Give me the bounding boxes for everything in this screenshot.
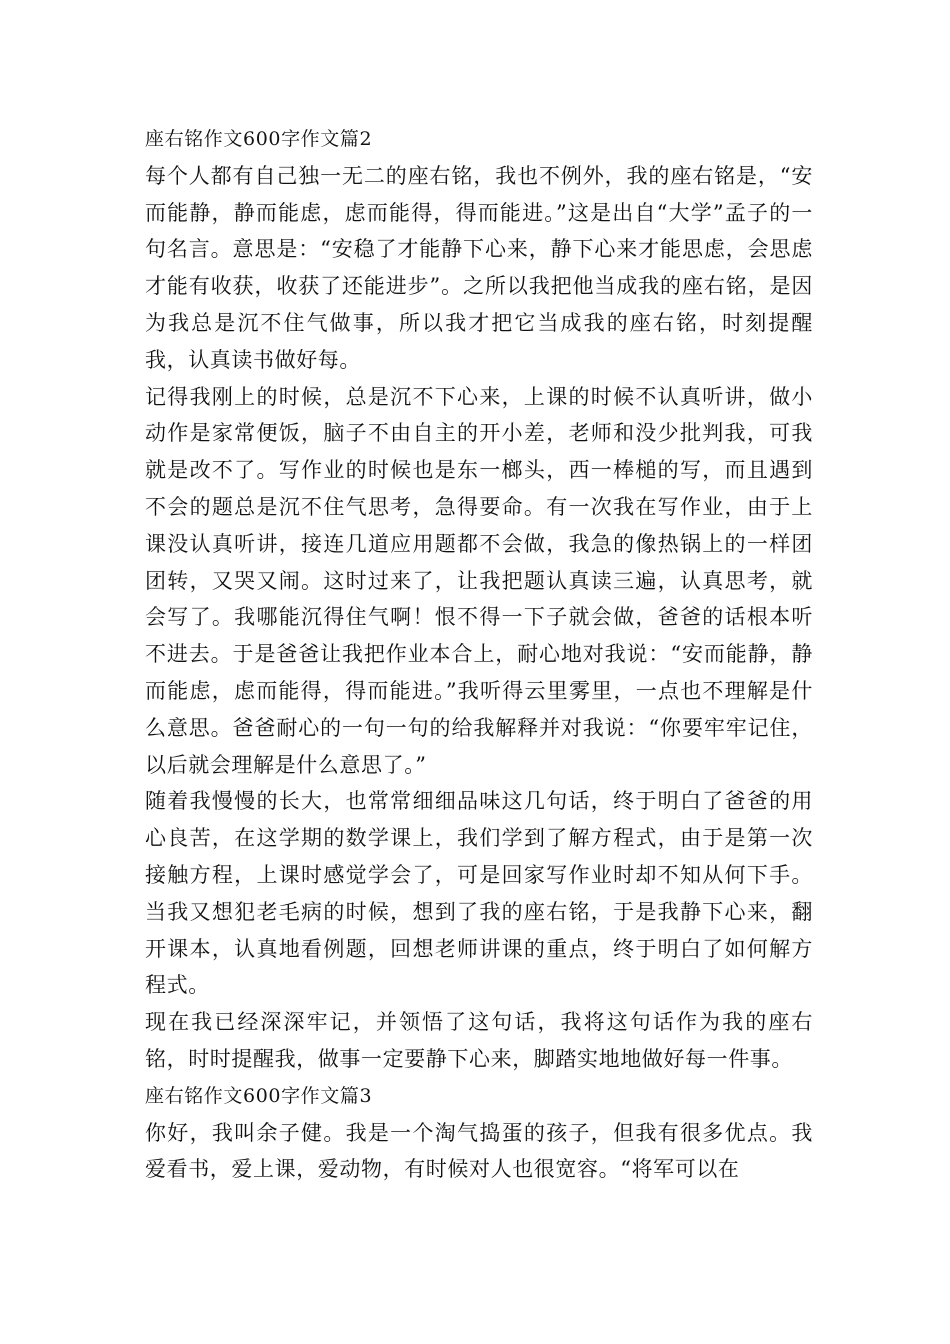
paragraph: 随着我慢慢的长大，也常常细细品味这几句话，终于明白了爸爸的用心良苦，在这学期的数学课上，我们学到了解方程式，由于是第一次接触方程，上课时感觉学会了，可是回家写作业时却不知从何下手。当我又想犯老毛病的时候，想到了我的座右铭，于是我静下心来，翻开课本，认真地看例题，回想老师讲课的重点，终于明白了如何解方程式。: [145, 789, 813, 998]
paragraph: 现在我已经深深牢记，并领悟了这句话，我将这句话作为我的座右铭，时时提醒我，做事一定要静下心来，脚踏实地地做好每一件事。: [145, 1010, 813, 1071]
paragraph: 记得我刚上的时候，总是沉不下心来，上课的时候不认真听讲，做小动作是家常便饭，脑子不由自主的开小差，老师和没少批判我，可我就是改不了。写作业的时候也是东一榔头，西一棒槌的写，而且遇到不会的题总是沉不住气思考，急得要命。有一次我在写作业，由于上课没认真听讲，接连几道应用题都不会做，我急的像热锅上的一样团团转，又哭又闹。这时过来了，让我把题认真读三遍，认真思考，就会写了。我哪能沉得住气啊！恨不得一下子就会做，爸爸的话根本听不进去。于是爸爸让我把作业本合上，耐心地对我说：“安而能静，静而能虑，虑而能得，得而能进。”我听得云里雾里，一点也不理解是什么意思。爸爸耐心的一句一句的给我解释并对我说：“你要牢牢记住，以后就会理解是什么意思了。”: [145, 384, 813, 777]
section-title-3: 座右铭作文600字作文篇3: [145, 1084, 373, 1107]
document-page: [145, 121, 813, 1188]
paragraph: 你好，我叫余子健。我是一个淘气捣蛋的孩子，但我有很多优点。我爱看书，爱上课，爱动物，有时候对人也很宽容。“将军可以在: [145, 1120, 813, 1182]
section-title-2: 座右铭作文600字作文篇2: [145, 128, 373, 150]
paragraph: 每个人都有自己独一无二的座右铭，我也不例外，我的座右铭是，“安而能静，静而能虑，虑而能得，得而能进。”这是出自“大学”孟子的一句名言。意思是：“安稳了才能静下心来，静下心来才能思虑，会思虑才能有收获，收获了还能进步”。之所以我把他当成我的座右铭，是因为我总是沉不住气做事，所以我才把它当成我的座右铭，时刻提醒我，认真读书做好每。: [145, 163, 813, 372]
